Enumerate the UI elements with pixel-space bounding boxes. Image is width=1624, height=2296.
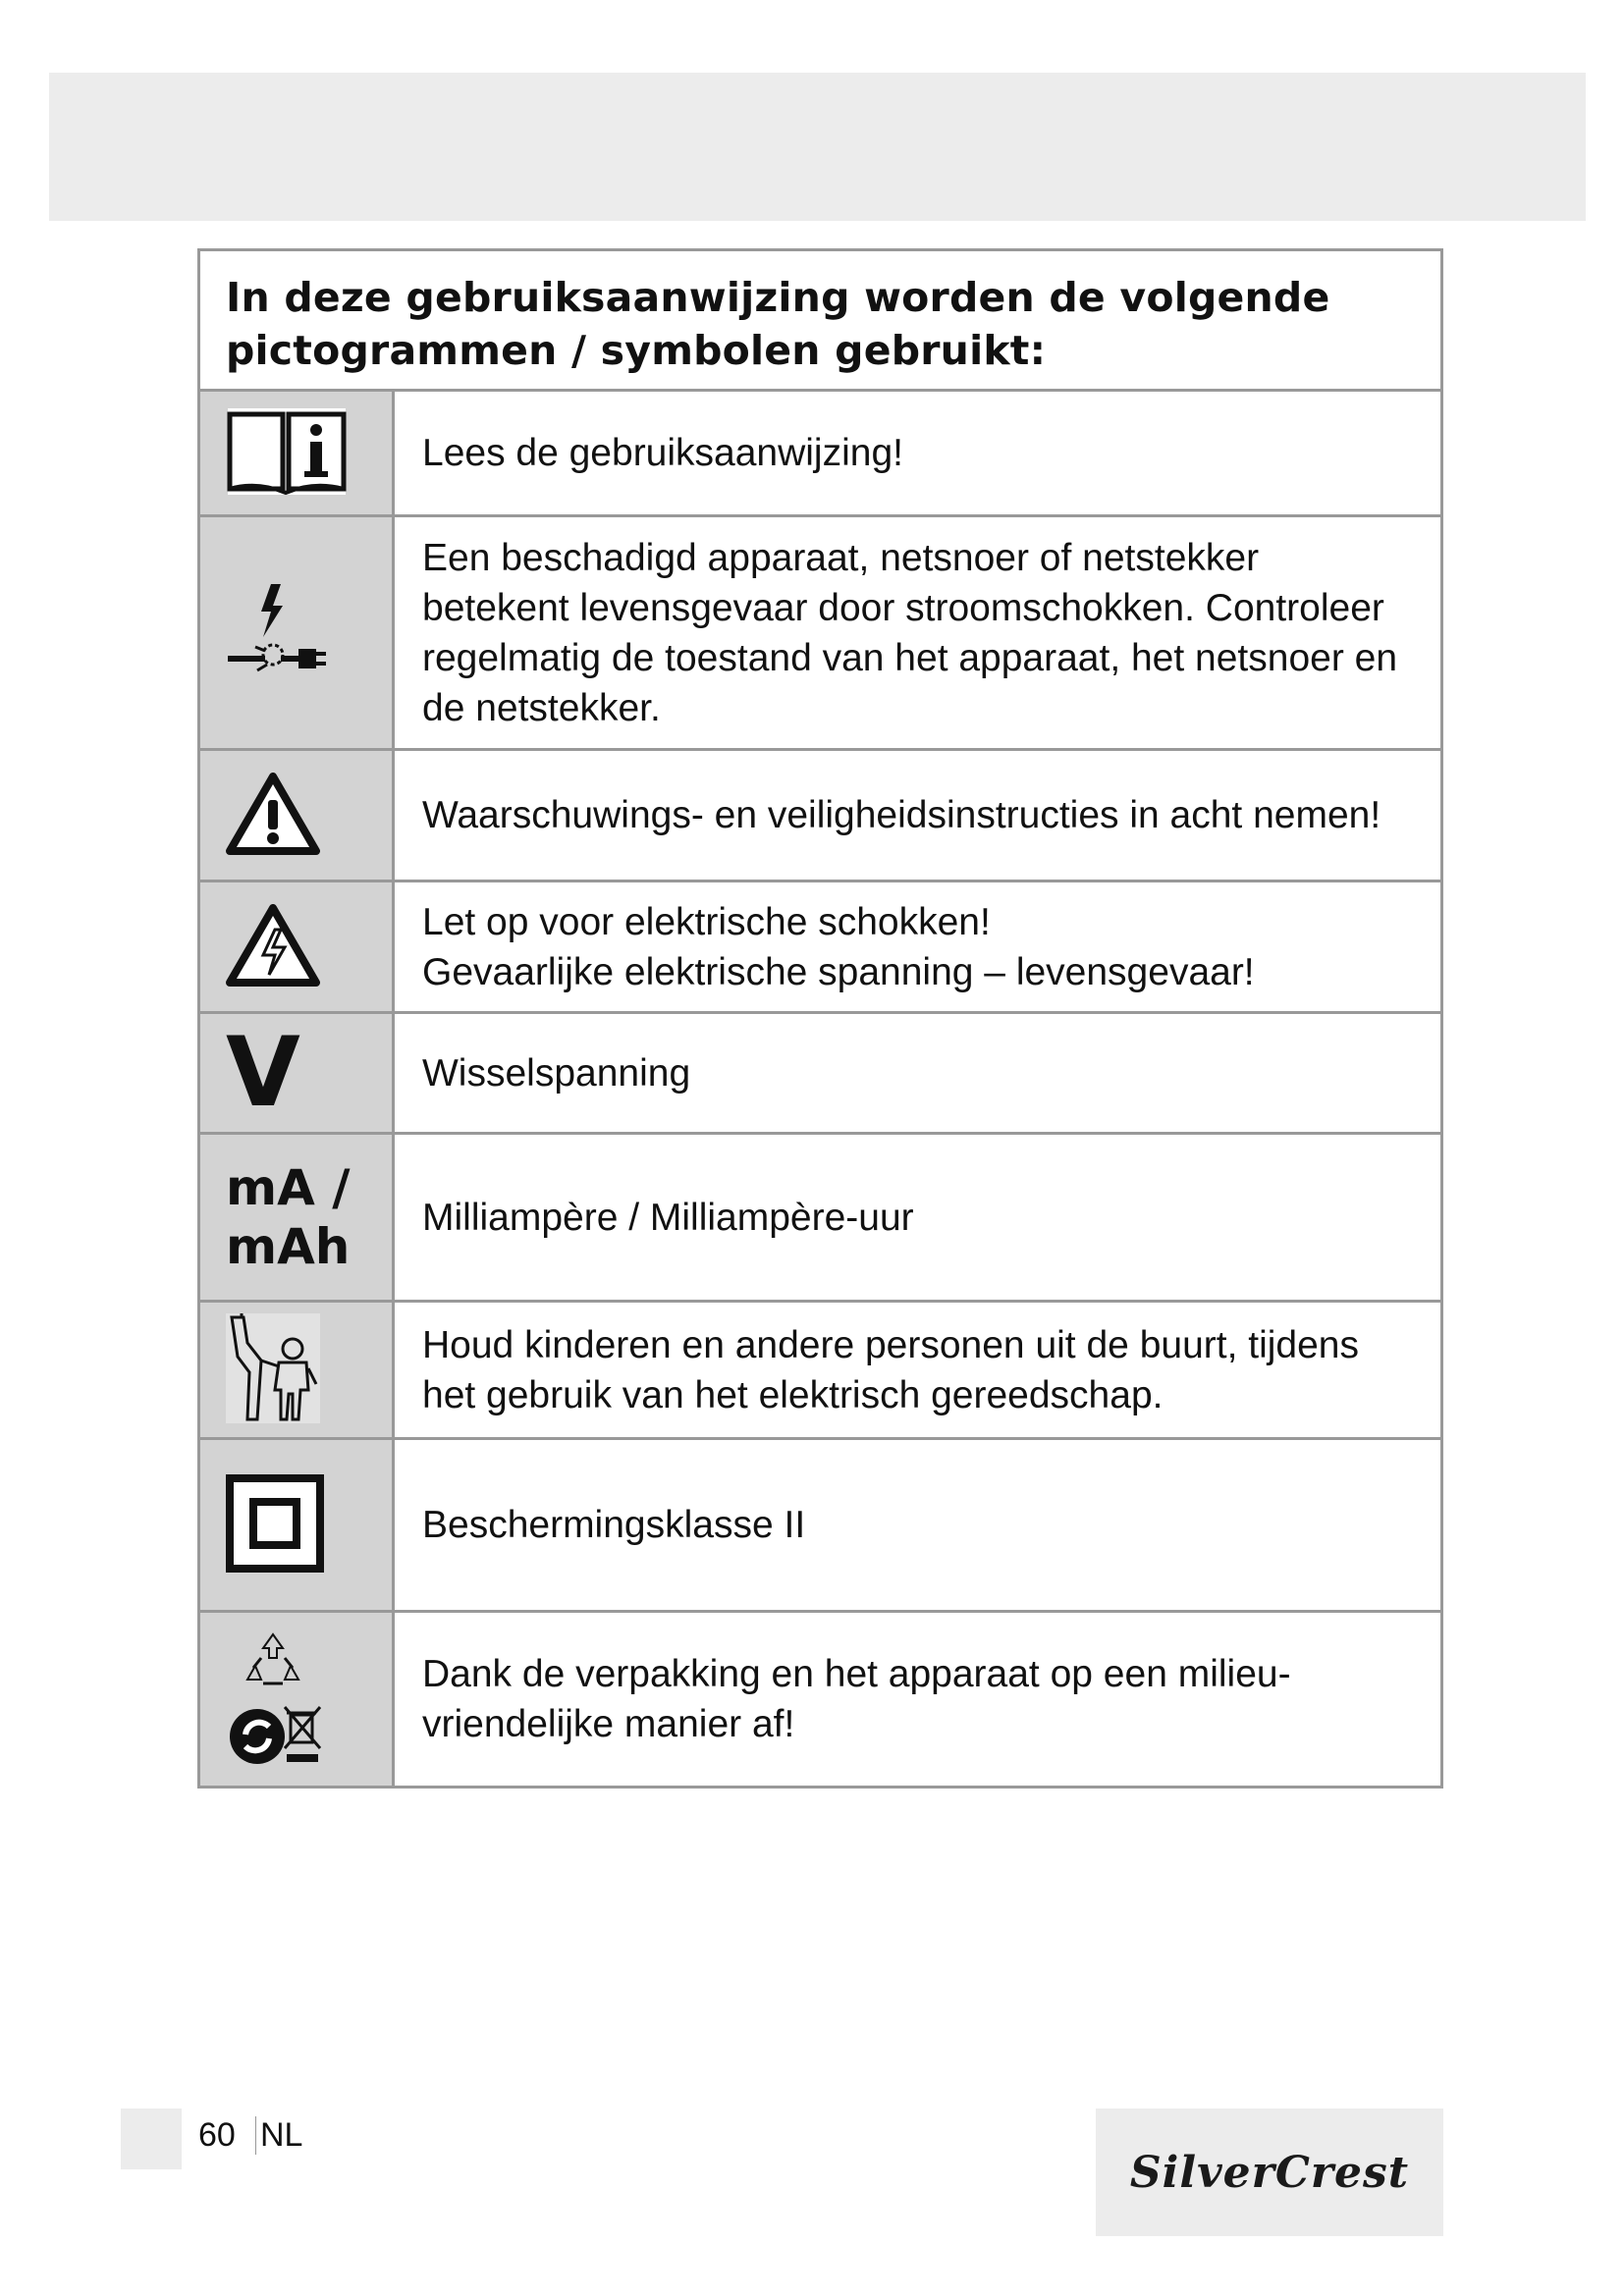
table-row	[199, 391, 1442, 516]
symbol-cell	[199, 1134, 394, 1302]
description-cell: Houd kinderen en andere personen uit de buurt, tijdens het gebruik van het elektrisch gereedschap.	[394, 1302, 1442, 1439]
electric-shock-warning-icon	[226, 904, 320, 987]
table-heading: In deze gebruiksaanwijzing worden de volgende pictogrammen / symbolen gebruikt:	[199, 250, 1442, 391]
table-row	[199, 1439, 1442, 1612]
description-cell: Milliampère / Milliampère-uur	[394, 1134, 1442, 1302]
description-cell: Lees de gebruiksaanwijzing!	[394, 391, 1442, 516]
symbol-cell	[199, 750, 394, 881]
volt-icon: V	[226, 1017, 300, 1129]
milliampere-icon: mA / mAh	[226, 1159, 351, 1275]
language-code: NL	[255, 2116, 302, 2155]
symbol-cell	[199, 1302, 394, 1439]
brand-logo-box	[1096, 2109, 1443, 2236]
page-number: 60	[198, 2116, 236, 2154]
symbol-cell	[199, 881, 394, 1013]
description-cell: Waarschuwings- en veiligheidsinstructies in acht nemen!	[394, 750, 1442, 881]
protection-class-ii-icon	[226, 1474, 324, 1573]
header-band	[49, 73, 1586, 221]
warning-triangle-icon	[226, 773, 320, 855]
table-row	[199, 516, 1442, 750]
brand-logo: SilverCrest	[1129, 2147, 1410, 2198]
crossed-bin-icon	[285, 1707, 320, 1762]
symbols-table	[197, 248, 1443, 1789]
symbol-cell	[199, 1439, 394, 1612]
table-row	[199, 881, 1442, 1013]
recycling-disposal-icon	[226, 1629, 324, 1766]
read-manual-icon	[226, 406, 348, 497]
footer-marker	[121, 2109, 182, 2169]
symbol-cell	[199, 516, 394, 750]
table-heading-row	[199, 250, 1442, 391]
recycle-arrows-icon	[247, 1634, 298, 1683]
symbol-cell	[199, 1013, 394, 1134]
table-row	[199, 1134, 1442, 1302]
table-row	[199, 1612, 1442, 1788]
description-cell: Dank de verpakking en het apparaat op een milieu- vriendelijke manier af!	[394, 1612, 1442, 1788]
description-cell: Let op voor elektrische schokken! Gevaarlijke elektrische spanning – levensgevaar!	[394, 881, 1442, 1013]
table-row	[199, 750, 1442, 881]
description-cell: Een beschadigd apparaat, netsnoer of netstekker betekent levensgevaar door stroomschokken. Controleer regelmatig de toestand van het apparaat, het netsnoer en de netstekker.	[394, 516, 1442, 750]
description-cell: Beschermingsklasse II	[394, 1439, 1442, 1612]
symbol-cell	[199, 1612, 394, 1788]
keep-children-away-icon	[226, 1313, 320, 1423]
description-cell: Wisselspanning	[394, 1013, 1442, 1134]
table-row	[199, 1302, 1442, 1439]
symbol-cell	[199, 391, 394, 516]
table-row	[199, 1013, 1442, 1134]
green-dot-icon	[230, 1709, 285, 1764]
damaged-cable-shock-icon	[226, 582, 328, 680]
